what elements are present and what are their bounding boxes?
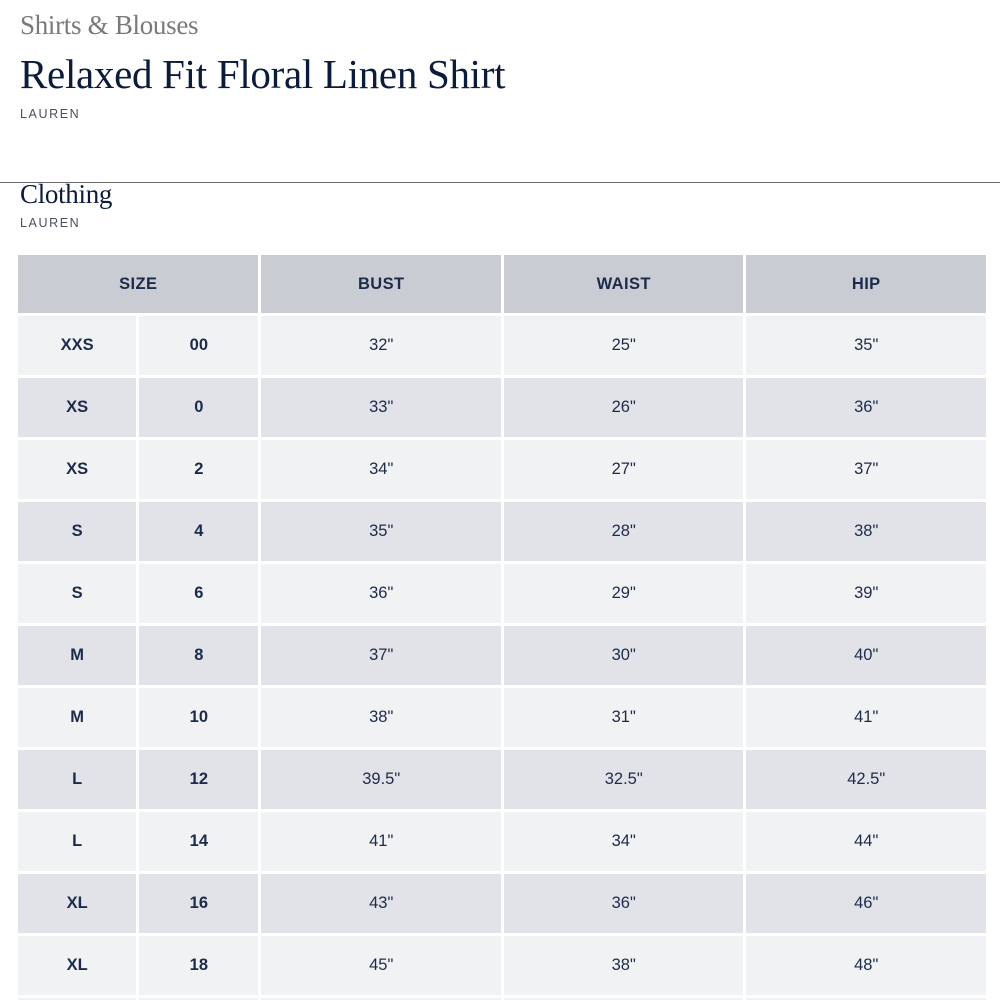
size-number-cell: 18	[139, 936, 258, 995]
bust-cell: 33"	[261, 378, 501, 437]
bust-cell: 41"	[261, 812, 501, 871]
size-number-cell: 10	[139, 688, 258, 747]
size-number-cell: 6	[139, 564, 258, 623]
hip-cell: 39"	[746, 564, 986, 623]
bust-cell: 32"	[261, 316, 501, 375]
hip-cell: 44"	[746, 812, 986, 871]
waist-cell: 29"	[504, 564, 744, 623]
size-number-cell: 4	[139, 502, 258, 561]
table-row	[18, 750, 986, 809]
waist-cell: 38"	[504, 936, 744, 995]
waist-cell: 27"	[504, 440, 744, 499]
size-number-cell: 14	[139, 812, 258, 871]
product-title: Relaxed Fit Floral Linen Shirt	[20, 51, 506, 97]
hip-cell: 40"	[746, 626, 986, 685]
column-header-hip: HIP	[746, 255, 986, 313]
waist-cell: 30"	[504, 626, 744, 685]
hip-cell: 41"	[746, 688, 986, 747]
size-letter-cell: S	[18, 564, 136, 623]
table-row	[18, 936, 986, 995]
table-row	[18, 626, 986, 685]
bust-cell: 36"	[261, 564, 501, 623]
size-number-cell: 8	[139, 626, 258, 685]
hip-cell: 48"	[746, 936, 986, 995]
table-row	[18, 440, 986, 499]
waist-cell: 31"	[504, 688, 744, 747]
table-row	[18, 378, 986, 437]
waist-cell: 26"	[504, 378, 744, 437]
size-chart-table	[15, 252, 989, 1000]
size-chart-header-row	[18, 255, 986, 313]
bust-cell: 43"	[261, 874, 501, 933]
waist-cell: 34"	[504, 812, 744, 871]
waist-cell: 32.5"	[504, 750, 744, 809]
size-letter-cell: S	[18, 502, 136, 561]
column-header-size: SIZE	[18, 255, 258, 313]
bust-cell: 34"	[261, 440, 501, 499]
hip-cell: 46"	[746, 874, 986, 933]
table-row	[18, 564, 986, 623]
size-chart-brand-label: LAUREN	[20, 216, 81, 230]
size-chart-section-title: Clothing	[20, 179, 113, 209]
waist-cell: 36"	[504, 874, 744, 933]
hip-cell: 36"	[746, 378, 986, 437]
table-row	[18, 316, 986, 375]
bust-cell: 38"	[261, 688, 501, 747]
table-row	[18, 688, 986, 747]
waist-cell: 28"	[504, 502, 744, 561]
size-number-cell: 2	[139, 440, 258, 499]
table-row	[18, 874, 986, 933]
size-letter-cell: XS	[18, 440, 136, 499]
bust-cell: 45"	[261, 936, 501, 995]
table-row	[18, 502, 986, 561]
table-row	[18, 812, 986, 871]
size-letter-cell: L	[18, 812, 136, 871]
size-letter-cell: XL	[18, 936, 136, 995]
size-number-cell: 00	[139, 316, 258, 375]
size-letter-cell: XL	[18, 874, 136, 933]
size-letter-cell: XS	[18, 378, 136, 437]
hip-cell: 42.5"	[746, 750, 986, 809]
category-breadcrumb[interactable]: Shirts & Blouses	[20, 10, 199, 40]
size-number-cell: 16	[139, 874, 258, 933]
bust-cell: 37"	[261, 626, 501, 685]
brand-label: LAUREN	[20, 107, 81, 121]
hip-cell: 38"	[746, 502, 986, 561]
column-header-bust: BUST	[261, 255, 501, 313]
column-header-waist: WAIST	[504, 255, 744, 313]
hip-cell: 37"	[746, 440, 986, 499]
size-letter-cell: L	[18, 750, 136, 809]
section-divider	[0, 182, 1000, 183]
size-letter-cell: XXS	[18, 316, 136, 375]
size-letter-cell: M	[18, 688, 136, 747]
size-number-cell: 0	[139, 378, 258, 437]
size-number-cell: 12	[139, 750, 258, 809]
hip-cell: 35"	[746, 316, 986, 375]
bust-cell: 39.5"	[261, 750, 501, 809]
size-letter-cell: M	[18, 626, 136, 685]
bust-cell: 35"	[261, 502, 501, 561]
waist-cell: 25"	[504, 316, 744, 375]
